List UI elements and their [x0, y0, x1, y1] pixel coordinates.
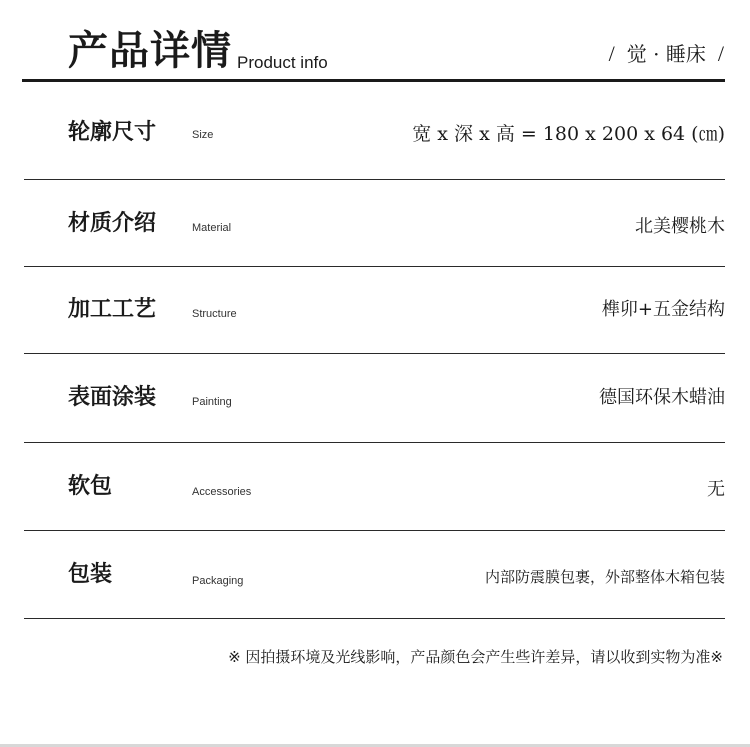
spec-label-zh: 表面涂装 [68, 384, 157, 410]
spec-row-packaging [0, 531, 750, 618]
spec-value: 宽 x 深 x 高 = 180 x 200 x 64 (㎝) [412, 123, 725, 145]
spec-row-structure [0, 267, 750, 353]
spec-label-en: Size [192, 129, 214, 141]
spec-value: 内部防震膜包裹，外部整体木箱包装 [484, 568, 725, 586]
brand-label: 觉 · 睡床 [626, 42, 706, 66]
spec-row-painting [0, 354, 750, 442]
page-subtitle: Product info [237, 53, 328, 72]
spec-label-zh: 轮廓尺寸 [68, 119, 157, 145]
spec-label-en: Structure [192, 308, 237, 320]
spec-label-zh: 软包 [68, 473, 113, 499]
spec-row-material [0, 180, 750, 266]
row-divider [24, 618, 725, 619]
page-header [0, 0, 750, 84]
brand-name [609, 40, 724, 68]
header-divider [22, 79, 725, 82]
page-title: 产品详情 [68, 27, 232, 74]
spec-label-en: Packaging [192, 575, 244, 587]
spec-value: 德国环保木蜡油 [599, 387, 725, 408]
spec-row-size [0, 84, 750, 179]
spec-value: 榫卯+五金结构 [601, 299, 725, 320]
spec-row-accessories [0, 443, 750, 530]
brand-slash-right: / [717, 41, 724, 66]
disclaimer-note: ※ 因拍摄环境及光线影响，产品颜色会产生些许差异，请以收到实物为准※ [228, 648, 723, 666]
brand-slash-left: / [608, 41, 615, 66]
spec-value: 无 [707, 479, 725, 500]
spec-label-zh: 加工工艺 [68, 296, 157, 322]
spec-label-zh: 材质介绍 [68, 210, 157, 236]
spec-value: 北美樱桃木 [635, 216, 725, 237]
spec-label-en: Painting [192, 396, 232, 408]
spec-label-en: Accessories [192, 486, 252, 498]
spec-label-zh: 包装 [68, 561, 113, 587]
spec-label-en: Material [192, 222, 232, 234]
